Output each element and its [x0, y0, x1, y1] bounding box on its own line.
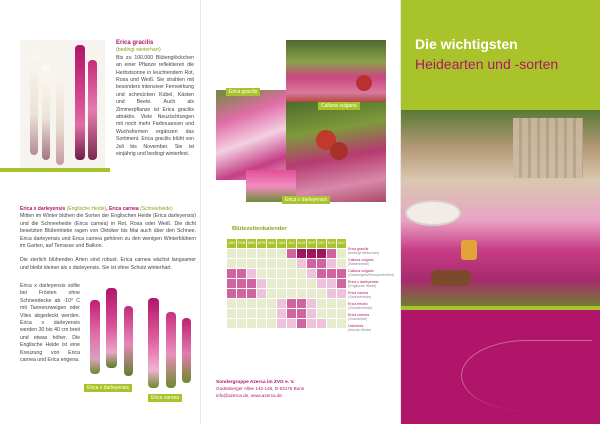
calendar-species-common-name: (Besenheide): [348, 262, 370, 267]
calendar-cell: [287, 299, 297, 309]
calendar-row-label: [348, 291, 388, 299]
calendar-row: [227, 269, 347, 279]
pink-heather-spike: [166, 312, 176, 388]
darleyensis-section: [20, 206, 196, 272]
calendar-cell: [287, 279, 297, 289]
calendar-row: [227, 279, 347, 289]
calendar-species-common-name: (bedingt winterhart): [348, 251, 379, 256]
pink-heather-spike: [75, 45, 85, 160]
calendar-month-aug: AUG: [297, 239, 307, 249]
calendar-cell: [247, 259, 257, 269]
calendar-cell: [277, 299, 287, 309]
calendar-month-jul: JUL: [287, 239, 297, 249]
calendar-cell: [227, 319, 237, 329]
calendar-cell: [237, 269, 247, 279]
calendar-cell: [327, 309, 337, 319]
calendar-species-common-name: (Grauheide): [348, 317, 368, 322]
white-heather-spike: [56, 80, 64, 165]
calendar-cell: [317, 299, 327, 309]
calendar-cell: [237, 299, 247, 309]
calendar-cell: [287, 269, 297, 279]
calendar-cell: [277, 259, 287, 269]
calendar-cell: [237, 309, 247, 319]
apples-heather-photo: [286, 102, 386, 202]
calendar-cell: [337, 319, 347, 329]
calendar-cell: [337, 309, 347, 319]
calendar-cell: [327, 269, 337, 279]
calendar-cell: [227, 289, 237, 299]
calendar-cell: [277, 309, 287, 319]
pink-heather-spike: [124, 306, 133, 376]
caption-calluna: Calluna vulgaris: [318, 102, 360, 110]
calendar-cell: [267, 249, 277, 259]
calendar-cell: [317, 279, 327, 289]
erica-gracilis-body: Bis zu 100.000 Blütenglöckchen an einer Pflanze reflektieren die Herbstsonne in leuchtendem Rot, Rosa und Weiß. Sie strahlen mit besonders intensiver Fernwirkung und schmücken Kübel, Kästen und Beete. Auch als Zimmerpflanze ist Erica gracilis attraktiv. Viele Neuzüchtungen mit noch mehr Farbnuancen und Wuchsformen ergänzen das Sortiment. Erica gracilis blüht von Juli bis November. Sie ist einjährig und bedingt winterfest.: [116, 54, 194, 158]
calendar-cell: [297, 289, 307, 299]
calendar-cell: [277, 269, 287, 279]
carnea-heading: Erica carnea: [108, 206, 139, 212]
calendar-cell: [247, 319, 257, 329]
calendar-species-name: Erica cinerea: [348, 313, 369, 317]
calendar-cell: [297, 299, 307, 309]
garden-chair-shape: [513, 118, 583, 178]
footer-address: Godesberger Allee 142-148, D-53175 Bonn: [216, 386, 305, 392]
calendar-species-common-name: (irische Heide): [348, 328, 372, 333]
calendar-cell: [337, 259, 347, 269]
calendar-cell: [257, 319, 267, 329]
calendar-species-name: Daboecia: [348, 324, 364, 328]
calendar-row: [227, 289, 347, 299]
calendar-cell: [317, 249, 327, 259]
calendar-cell: [327, 279, 337, 289]
calendar-row: [227, 259, 347, 269]
pink-heather-spike: [90, 300, 100, 374]
calendar-cell: [237, 249, 247, 259]
calendar-month-okt: OKT: [317, 239, 327, 249]
pink-heather-spike: [182, 318, 191, 383]
heading-separator: ,: [106, 206, 109, 212]
darleyensis-subheading: (Englische Heide): [66, 206, 107, 212]
calendar-cell: [317, 259, 327, 269]
footer: [216, 380, 396, 399]
calendar-cell: [287, 309, 297, 319]
calendar-species-name: Calluna vulgaris: [348, 258, 374, 262]
pink-heather-spike: [88, 60, 97, 160]
calendar-cell: [227, 279, 237, 289]
calendar-cell: [337, 269, 347, 279]
erica-gracilis-pots-photo: [216, 90, 286, 180]
calendar-month-dez: DEZ: [337, 239, 347, 249]
erica-gracilis-subheading: (bedingt winterhart): [116, 47, 161, 54]
calendar-cell: [237, 259, 247, 269]
calendar-month-jan: JAN: [227, 239, 237, 249]
calendar-row: [227, 309, 347, 319]
calendar-cell: [277, 279, 287, 289]
apple-shape: [330, 142, 348, 160]
calendar-row-label: [348, 302, 388, 310]
calendar-species-common-name: (Schneeheide): [348, 295, 372, 300]
calendar-cell: [247, 309, 257, 319]
calendar-row-label: [348, 324, 388, 332]
calendar-species-name: Calluna vulgaris: [348, 269, 374, 273]
calendar-cell: [227, 269, 237, 279]
calendar-cell: [257, 249, 267, 259]
calendar-month-jun: JUN: [277, 239, 287, 249]
calendar-species-common-name: (Englische Heide): [348, 284, 377, 289]
white-heather-spike: [30, 55, 38, 155]
calendar-cell: [307, 319, 317, 329]
calendar-cell: [247, 249, 257, 259]
calendar-cell: [307, 299, 317, 309]
calendar-row-label: [348, 247, 388, 255]
cover-terrace-photo: [401, 110, 600, 310]
calendar-title: Blütezeitenkalender: [232, 226, 287, 232]
calendar-cell: [257, 299, 267, 309]
cover-title-line1: Die wichtigsten: [415, 36, 518, 52]
calendar-species-common-name: (Gardengirls/Knospenblüher): [348, 273, 395, 278]
calendar-cell: [327, 289, 337, 299]
darleyensis-paragraph-1: Mitten im Winter blühen die Sorten der Englischen Heide (Erica darleyensis) und die Schneeheide (Erica carnea) in Rot, Rosa oder Weiß. Die dicht besetzten Blütentriebe ragen von Oktober bis Mai auch über den Schnee. Erica darleyensis und Erica carnea gehören zu den wenigen Winterblühern im Garten, auf Terrasse und Balkon.: [20, 213, 196, 250]
calendar-cell: [227, 309, 237, 319]
calendar-month-nov: NOV: [327, 239, 337, 249]
darleyensis-heading: Erica x darleyensis: [20, 206, 66, 212]
calendar-cell: [327, 249, 337, 259]
bloom-calendar: [226, 238, 347, 329]
calendar-cell: [267, 299, 277, 309]
calendar-cell: [267, 319, 277, 329]
calendar-row-label: [348, 258, 388, 266]
caption-gracilis: Erica gracilis: [226, 88, 260, 96]
calendar-cell: [257, 259, 267, 269]
calendar-cell: [307, 259, 317, 269]
calendar-cell: [307, 249, 317, 259]
calendar-cell: [307, 269, 317, 279]
calendar-cell: [227, 299, 237, 309]
calendar-cell: [317, 309, 327, 319]
caption-darleyensis-bottom: Erica x darleyensis: [84, 384, 132, 392]
footer-web: info@azerca.de, www.azerca.de: [216, 392, 282, 398]
erica-gracilis-section: [116, 40, 194, 159]
calendar-cell: [247, 299, 257, 309]
plate-stack-shape: [405, 200, 461, 226]
calendar-cell: [267, 309, 277, 319]
calendar-cell: [287, 259, 297, 269]
caption-carnea: Erica carnea: [148, 394, 182, 402]
cover-magenta-block: [401, 310, 600, 424]
calendar-cell: [327, 259, 337, 269]
floral-ornament: [461, 340, 592, 411]
pink-heather-spike: [148, 298, 159, 388]
calendar-cell: [267, 259, 277, 269]
calendar-cell: [307, 279, 317, 289]
calendar-species-name: Erica gracilis: [348, 247, 369, 251]
calendar-row: [227, 299, 347, 309]
calendar-row-label: [348, 313, 388, 321]
darleyensis-paragraph-2: Die zierlich blühenden Arten sind robust. Erica carnea wächst langsamer und bleibt kleiner als x darleyensis. Sie ist ohne Schutz winterhart.: [20, 257, 196, 271]
calendar-cell: [317, 319, 327, 329]
calendar-month-header: [227, 239, 347, 249]
calendar-cell: [337, 249, 347, 259]
calendar-species-common-name: (Glockenheide): [348, 306, 373, 311]
calendar-cell: [287, 249, 297, 259]
calendar-cell: [277, 319, 287, 329]
fold-line-left: [200, 0, 201, 424]
erica-gracilis-heading: Erica gracilis: [116, 40, 154, 46]
calendar-species-name: Erica carnea: [348, 291, 369, 295]
calendar-cell: [257, 309, 267, 319]
cover-title-line2: Heidearten und -sorten: [415, 56, 559, 72]
calendar-row: [227, 249, 347, 259]
calendar-cell: [247, 289, 257, 299]
calendar-cell: [297, 309, 307, 319]
calendar-cell: [337, 279, 347, 289]
carnea-subheading: (Schneeheide): [140, 206, 173, 212]
calendar-cell: [307, 289, 317, 299]
calendar-cell: [297, 249, 307, 259]
chestnuts-shape: [431, 270, 471, 286]
calendar-row-label: [348, 280, 388, 288]
apple-shape: [356, 75, 372, 91]
calendar-cell: [297, 269, 307, 279]
white-heather-spike: [42, 65, 50, 160]
calendar-cell: [237, 289, 247, 299]
calendar-cell: [327, 319, 337, 329]
cup-shape: [461, 240, 477, 260]
calendar-cell: [307, 309, 317, 319]
caption-darleyensis-top: Erica x darleyensis: [282, 196, 330, 204]
calendar-month-mai: MAI: [267, 239, 277, 249]
calendar-cell: [257, 289, 267, 299]
calendar-cell: [287, 319, 297, 329]
calendar-cell: [327, 299, 337, 309]
calendar-cell: [277, 289, 287, 299]
calendar-cell: [247, 279, 257, 289]
calendar-row: [227, 319, 347, 329]
calendar-cell: [317, 269, 327, 279]
calendar-cell: [257, 269, 267, 279]
calendar-cell: [337, 289, 347, 299]
calendar-month-sep: SEP: [307, 239, 317, 249]
calendar-cell: [297, 279, 307, 289]
calendar-species-name: Erica x darleyensis: [348, 280, 379, 284]
calendar-species-name: Erica tetralix: [348, 302, 368, 306]
calendar-cell: [297, 319, 307, 329]
calendar-row-label: [348, 269, 395, 278]
calendar-month-mrz: MRZ: [247, 239, 257, 249]
calendar-cell: [287, 289, 297, 299]
left-green-bar: [0, 168, 110, 172]
calendar-month-feb: FEB: [237, 239, 247, 249]
cover-green-bar: [401, 306, 600, 310]
pink-heather-spike: [106, 288, 117, 368]
calendar-cell: [297, 259, 307, 269]
calendar-cell: [267, 279, 277, 289]
cover-title-block: [401, 0, 600, 110]
calendar-cell: [257, 279, 267, 289]
calendar-cell: [337, 299, 347, 309]
calendar-cell: [227, 259, 237, 269]
darleyensis-paragraph-3: Erica x darleyensis sollte bei Frösten ohne Schneedecke ab -10° C mit Tannenzweigen oder Vlies abgedeckt werden. Erica x darleyensis werden 30 bis 40 cm breit und etwas höher. Die Englische Heide ist eine Kreuzung von Erica carnea und Erica erigena.: [20, 283, 80, 364]
calendar-cell: [277, 249, 287, 259]
erica-gracilis-photo: [20, 40, 105, 168]
calendar-cell: [237, 279, 247, 289]
calendar-cell: [237, 319, 247, 329]
calendar-cell: [267, 289, 277, 299]
calendar-month-apr: APR: [257, 239, 267, 249]
calendar-cell: [227, 249, 237, 259]
calendar-cell: [247, 269, 257, 279]
calendar-cell: [267, 269, 277, 279]
erica-darleyensis-carnea-photo: [84, 288, 196, 396]
calendar-cell: [317, 289, 327, 299]
footer-org: Sondergruppe Azerca im ZVG e. V.: [216, 380, 295, 385]
calluna-vulgaris-photo: [286, 40, 386, 102]
